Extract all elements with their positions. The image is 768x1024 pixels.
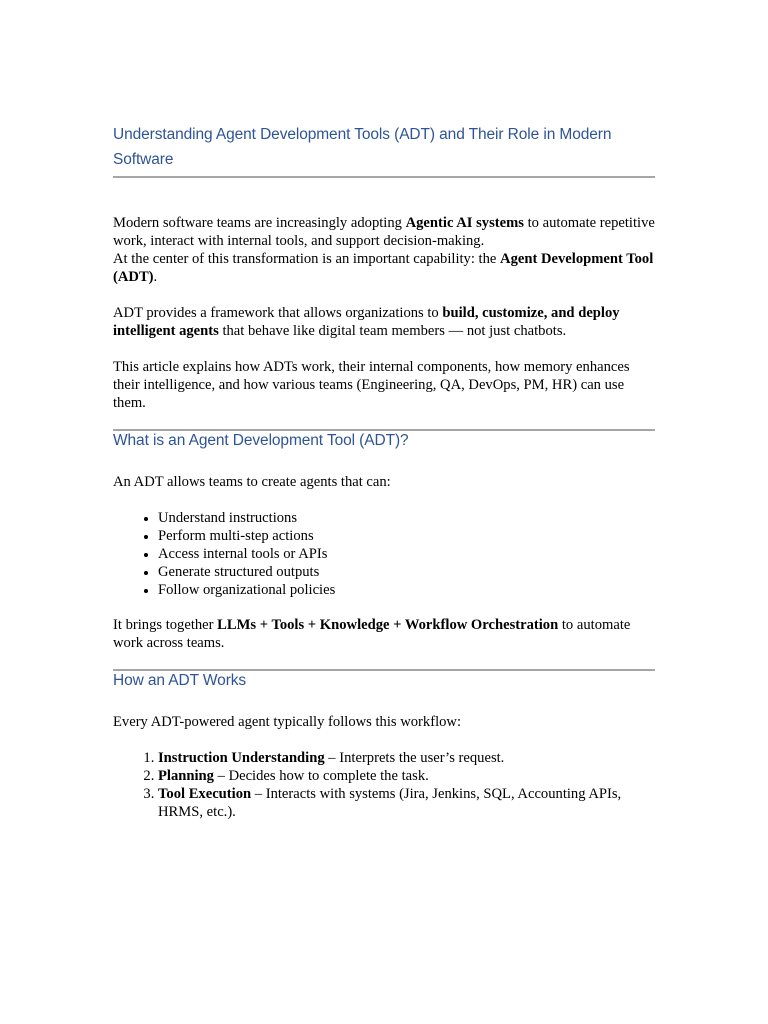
step-desc: – Decides how to complete the task. [213, 768, 429, 784]
section2-lead: Every ADT-powered agent typically follows this workflow: [113, 714, 462, 730]
intro-paragraph-3: This article explains how ADTs work, their internal components, how memory enhances their intelligence, and how various teams (Engineering, QA, DevOps, PM, HR) can use them. [113, 359, 630, 411]
capabilities-list [113, 509, 655, 599]
intro-text: to automate repetitive work, interact with internal tools, and support decision-making. [113, 215, 655, 249]
section-heading-what-is-adt: What is an Agent Development Tool (ADT)? [113, 432, 409, 449]
intro-emphasis: build, customize, and deploy intelligent agents [113, 305, 620, 339]
intro-text: that behave like digital team members — not just chatbots. [218, 323, 567, 339]
document-title: Understanding Agent Development Tools (ADT) and Their Role in Modern Software [113, 126, 612, 168]
intro-emphasis: Agent Development Tool (ADT) [113, 251, 654, 285]
document-page [113, 122, 655, 821]
closing-emphasis: LLMs + Tools + Knowledge + Workflow Orchestration [217, 617, 559, 633]
intro-paragraph-1 [113, 214, 655, 286]
intro-emphasis: Agentic AI systems [405, 215, 524, 231]
step-desc: – Interacts with systems (Jira, Jenkins, SQL, Accounting APIs, HRMS, etc.). [158, 786, 622, 820]
list-item [158, 749, 655, 767]
step-term: Tool Execution [158, 786, 252, 802]
list-item: • Understand instructions [158, 509, 655, 527]
list-item: • Follow organizational policies [158, 581, 655, 599]
section-heading-how-adt-works: How an ADT Works [113, 672, 247, 689]
section1-lead: An ADT allows teams to create agents that can: [113, 474, 391, 490]
list-item: • Access internal tools or APIs [158, 545, 655, 563]
list-item [158, 767, 655, 785]
workflow-steps-list [113, 749, 655, 821]
list-item: • Perform multi-step actions [158, 527, 655, 545]
step-term: Instruction Understanding [158, 750, 325, 766]
step-term: Planning [158, 768, 214, 784]
intro-text: . [153, 269, 158, 285]
intro-text: ADT provides a framework that allows organizations to [113, 305, 443, 321]
intro-paragraph-2 [113, 304, 655, 340]
list-item: • Generate structured outputs [158, 563, 655, 581]
step-desc: – Interprets the user’s request. [324, 750, 505, 766]
closing-text: It brings together [113, 617, 218, 633]
closing-text: to automate work across teams. [113, 617, 631, 651]
list-item [158, 785, 655, 821]
title-divider [113, 176, 655, 178]
intro-text: Modern software teams are increasingly adopting [113, 215, 406, 231]
section1-closing [113, 616, 655, 652]
intro-text: At the center of this transformation is an important capability: the [113, 251, 501, 267]
